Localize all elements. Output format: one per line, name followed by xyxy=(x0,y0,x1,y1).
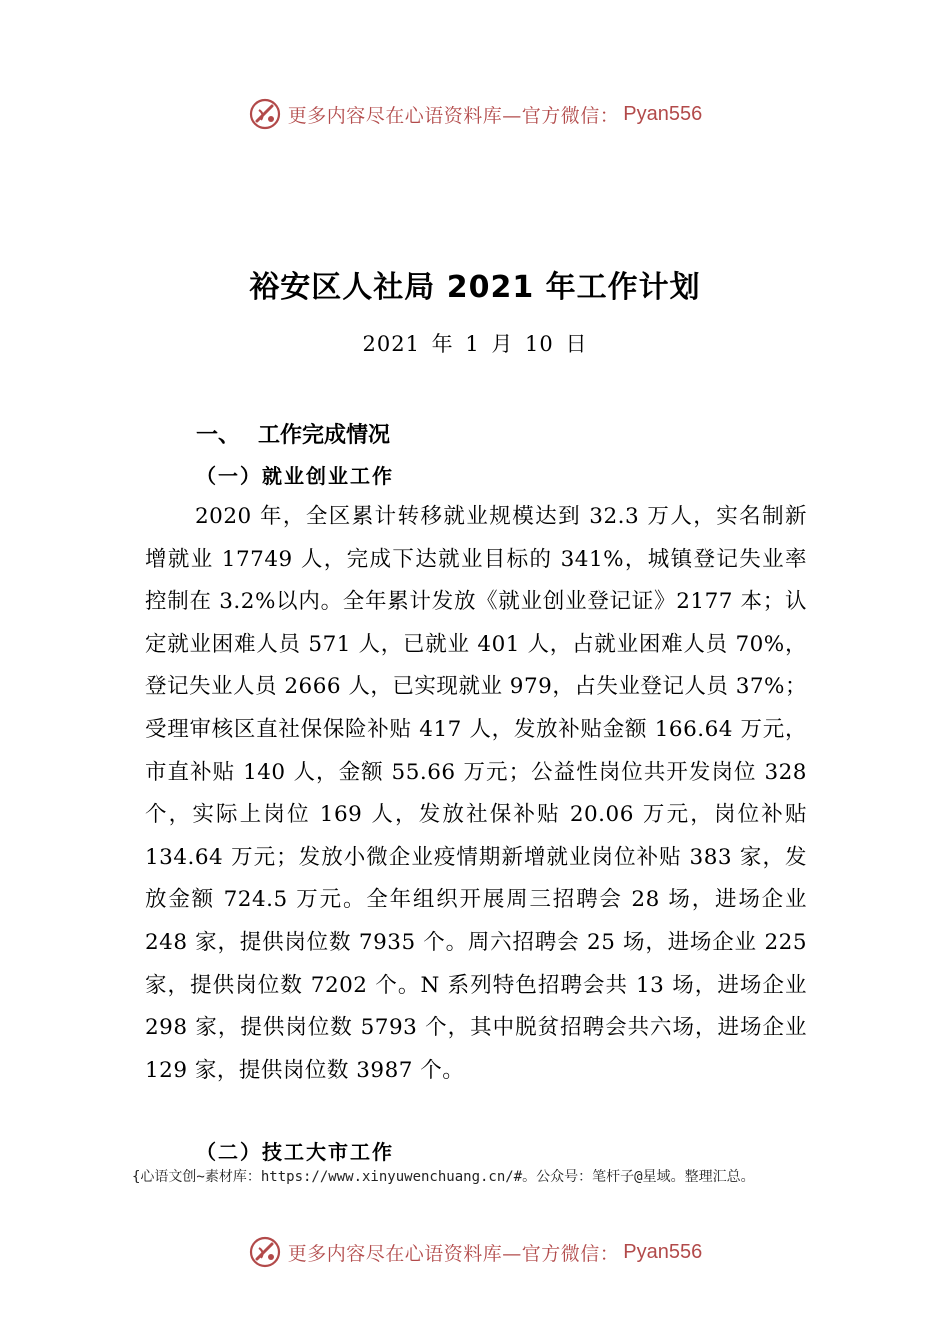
footer-banner xyxy=(0,1232,950,1272)
subsection-heading-2: （二）技工大市工作 xyxy=(196,1140,394,1164)
seal-logo-icon xyxy=(248,97,282,131)
document-title: 裕安区人社局 2021 年工作计划 xyxy=(249,270,701,305)
banner-text: 更多内容尽在心语资料库—官方微信： xyxy=(287,104,620,127)
section-title: 工作完成情况 xyxy=(258,423,391,448)
body-paragraph: 2020 年，全区累计转移就业规模达到 32.3 万人，实名制新增就业 17749 人，完成下达就业目标的 341%，城镇登记失业率控制在 3.2%以内。全年累计发放《就业创业登记证》2177 本；认定就业困难人员 571 人，已就业 401 人，占就业困难人员 70%，登记失业人员 2666 人，已实现就业 979，占失业登记人员 37%；受理审核区直社保保险补贴 417 人，发放补贴金额 166.64 万元，市直补贴 140 人，金额 55.66 万元；公益性岗位共开发岗位 328 个，实际上岗位 169 人，发放社保补贴 20.06 万元，岗位补贴 134.64 万元；发放小微企业疫情期新增就业岗位补贴 383 家，发放金额 724.5 万元。全年组织开展周三招聘会 28 场，进场企业 248 家，提供岗位数 7935 个。周六招聘会 25 场，进场企业 225 家，提供岗位数 7202 个。N 系列特色招聘会共 13 场，进场企业 298 家，提供岗位数 5793 个，其中脱贫招聘会共六场，进场企业 129 家，提供岗位数 3987 个。 xyxy=(145,504,807,1083)
section-heading xyxy=(196,418,390,449)
banner-text: 更多内容尽在心语资料库—官方微信： xyxy=(287,1242,620,1265)
banner-account: Pyan556 xyxy=(623,102,703,125)
seal-logo-icon xyxy=(248,1235,282,1269)
document-date: 2021 年 1 月 10 日 xyxy=(362,332,588,356)
source-footnote: {心语文创~素材库：https://www.xinyuwenchuang.cn/#。公众号：笔杆子@星域。整理汇总。 xyxy=(132,1169,755,1185)
banner-account: Pyan556 xyxy=(623,1240,703,1263)
subsection-heading-1: （一）就业创业工作 xyxy=(196,464,394,488)
header-banner xyxy=(0,94,950,134)
section-number: 一、 xyxy=(196,423,241,448)
